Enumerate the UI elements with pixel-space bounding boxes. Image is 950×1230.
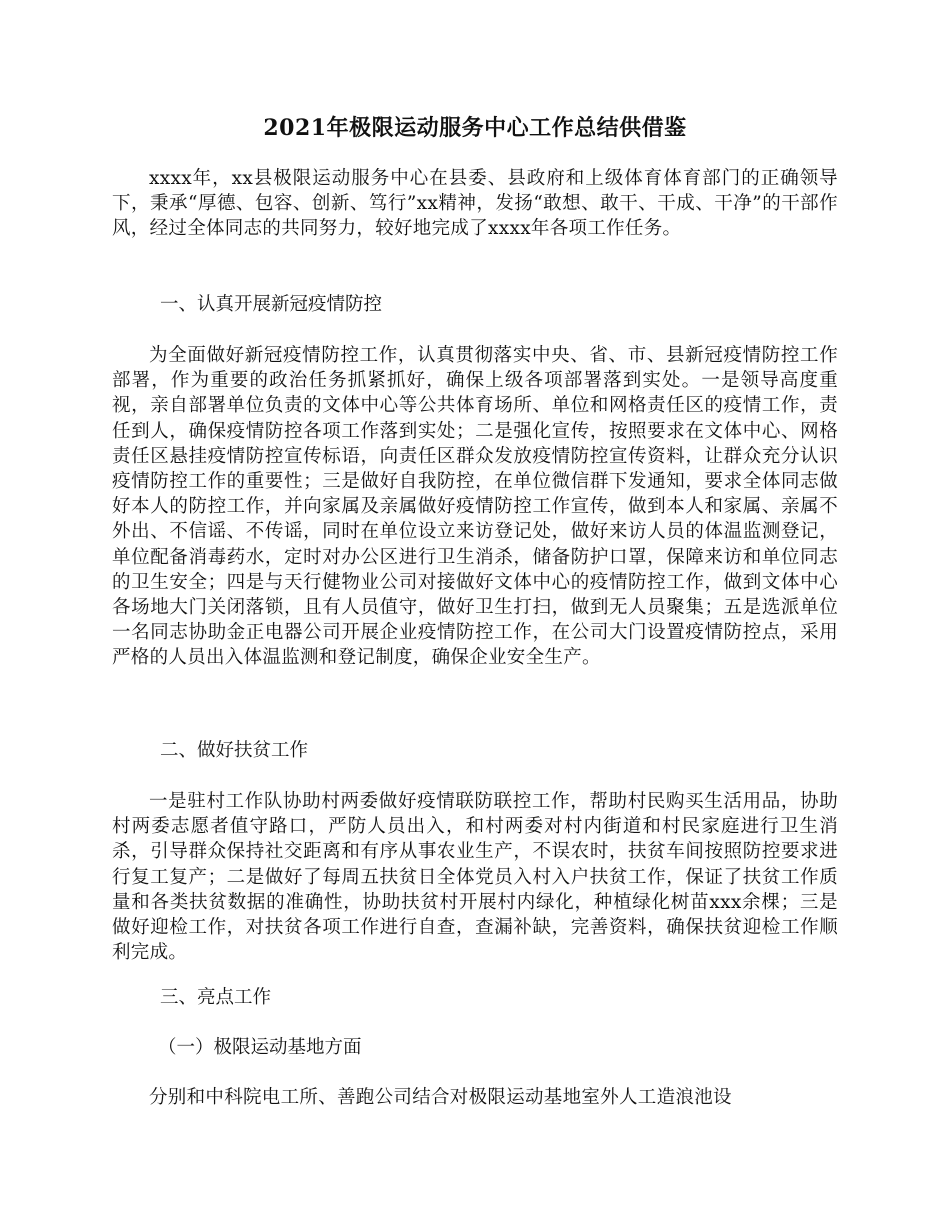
section-heading-highlights: 三、亮点工作	[160, 987, 272, 1008]
section-heading-poverty: 二、做好扶贫工作	[160, 740, 309, 761]
subsection-heading-base: （一）极限运动基地方面	[158, 1037, 362, 1058]
section-paragraph-epidemic: 为全面做好新冠疫情防控工作，认真贯彻落实中央、省、市、县新冠疫情防控工作部署，作为重要的政治任务抓紧抓好，确保上级各项部署落到实处。一是领导高度重视，亲自部署单位负责的文体中心等公共体育场所、单位和网格责任区的疫情工作，责任到人，确保疫情防控各项工作落到实处；二是强化宣传，按照要求在文体中心、网格责任区悬挂疫情防控宣传标语，向责任区群众发放疫情防控宣传资料，让群众充分认识疫情防控工作的重要性；三是做好自我防控，在单位微信群下发通知，要求全体同志做好本人的防控工作，并向家属及亲属做好疫情防控工作宣传，做到本人和家属、亲属不外出、不信谣、不传谣，同时在单位设立来访登记处，做好来访人员的体温监测登记，单位配备消毒药水，定时对办公区进行卫生消杀，储备防护口罩，保障来访和单位同志的卫生安全；四是与天行健物业公司对接做好文体中心的疫情防控工作，做到文体中心各场地大门关闭落锁，且有人员值守，做好卫生打扫，做到无人员聚集；五是选派单位一名同志协助金正电器公司开展企业疫情防控工作，在公司大门设置疫情防控点，采用严格的人员出入体温监测和登记制度，确保企业安全生产。	[112, 345, 838, 669]
document-title: 2021年极限运动服务中心工作总结供借鉴	[263, 115, 687, 141]
section-paragraph-poverty: 一是驻村工作队协助村两委做好疫情联防联控工作，帮助村民购买生活用品，协助村两委志愿者值守路口，严防人员出入，和村两委对村内街道和村民家庭进行卫生消杀，引导群众保持社交距离和有序从事农业生产，不误农时，扶贫车间按照防控要求进行复工复产；二是做好了每周五扶贫日全体党员入村入户扶贫工作，保证了扶贫工作质量和各类扶贫数据的准确性，协助扶贫村开展村内绿化，种植绿化树苗xxx余棵；三是做好迎检工作，对扶贫各项工作进行自查，查漏补缺，完善资料，确保扶贫迎检工作顺利完成。	[112, 791, 838, 964]
subsection-paragraph-base: 分别和中科院电工所、善跑公司结合对极限运动基地室外人工造浪池设	[149, 1087, 732, 1108]
section-heading-epidemic: 一、认真开展新冠疫情防控	[160, 294, 383, 315]
intro-paragraph: xxxx年，xx县极限运动服务中心在县委、县政府和上级体育体育部门的正确领导下，秉承“厚德、包容、创新、笃行”xx精神，发扬“敢想、敢干、干成、干净”的干部作风，经过全体同志的共同努力，较好地完成了xxxx年各项工作任务。	[112, 168, 838, 240]
